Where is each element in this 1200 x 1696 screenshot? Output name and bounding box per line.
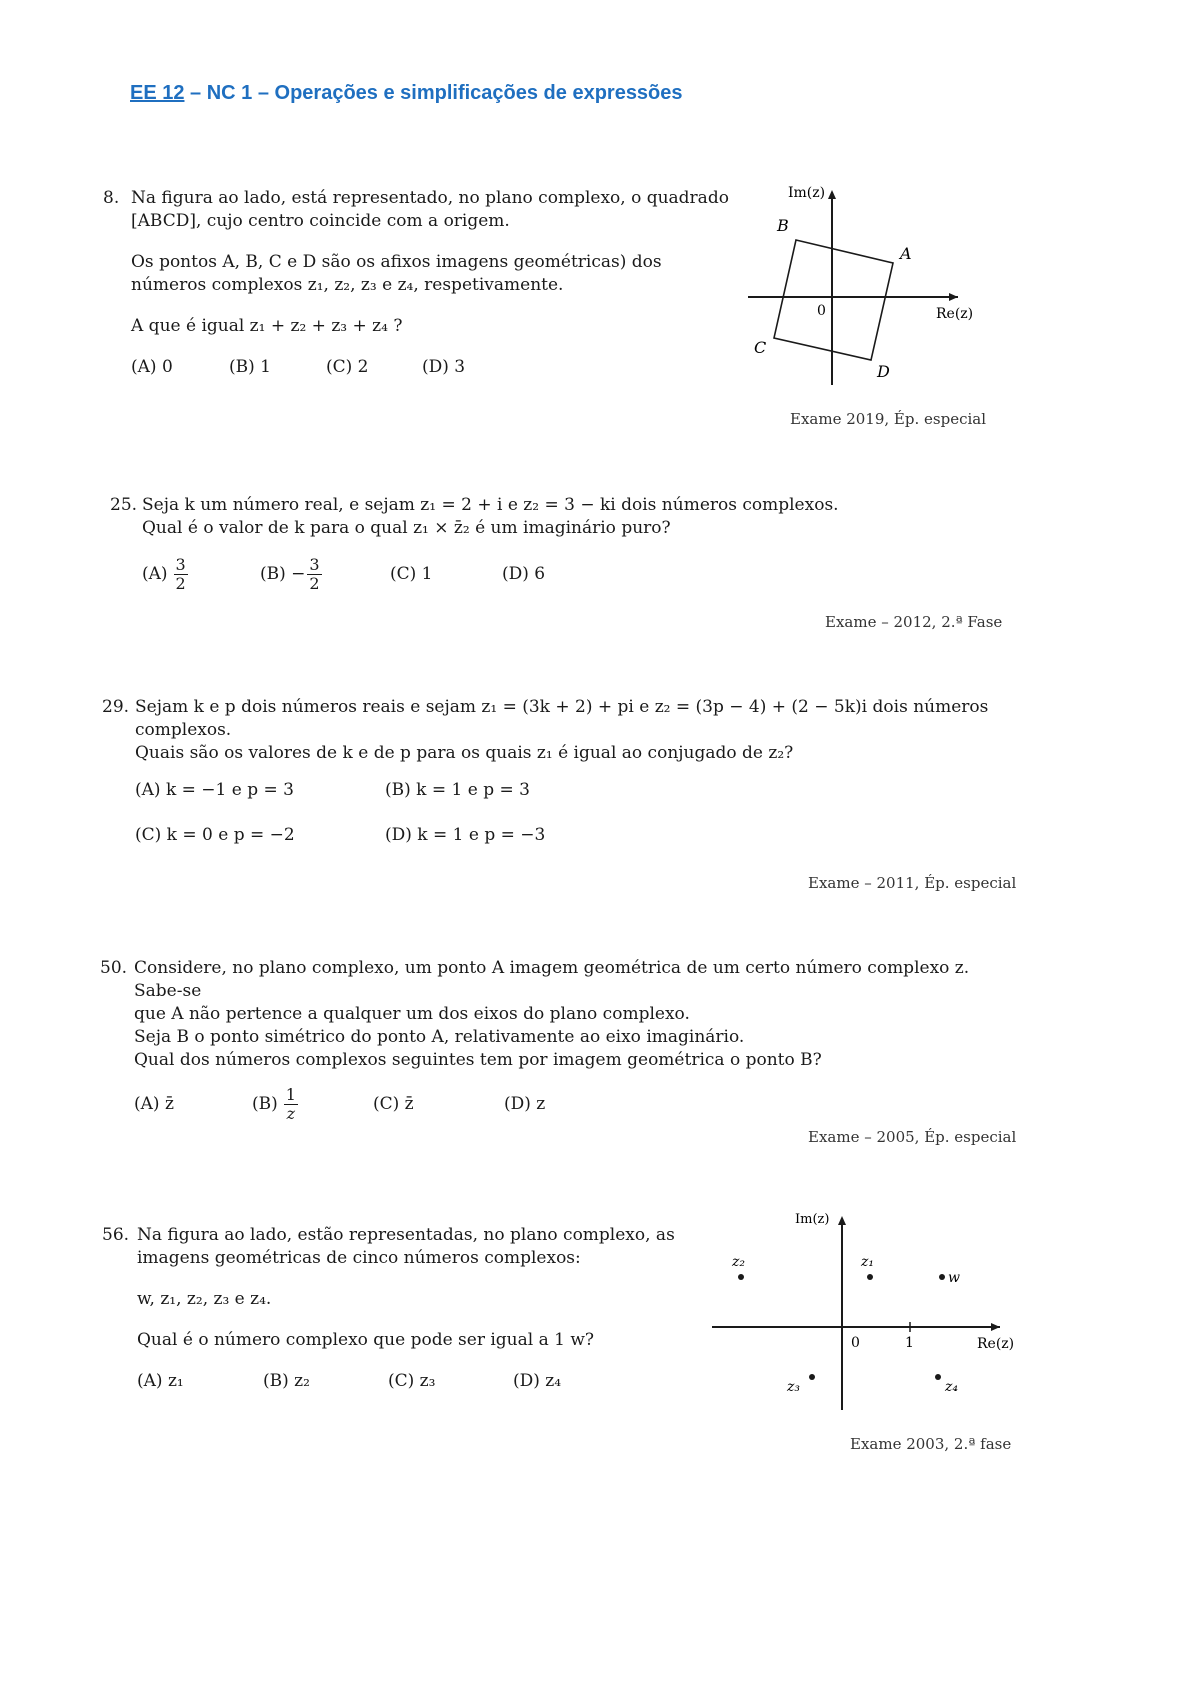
arrow-right-icon [991,1323,1000,1331]
question-text: Quais são os valores de k e de p para os quais z₁ é igual ao conjugado de z₂? [135,743,794,763]
im-axis-label: Im(z) [795,1212,830,1227]
question-text: Considere, no plano complexo, um ponto A imagem geométrica de um certo número complexo z. Sabe-se [134,958,970,1001]
question-text: Qual dos números complexos seguintes tem por imagem geométrica o ponto B? [134,1050,822,1070]
exam-source: Exame – 2005, Ép. especial [808,1128,1017,1146]
denominator: z [286,1104,296,1123]
option-b[interactable] [252,1086,373,1123]
option-b[interactable]: (B) 1 [229,357,271,377]
option-d[interactable]: (D) z [504,1094,546,1114]
question-50 [100,957,1020,1123]
option-c[interactable]: (C) z₃ [388,1371,436,1391]
fraction [284,1086,298,1123]
point-label-z3: z₃ [787,1379,800,1395]
question-56 [102,1224,702,1393]
exam-source: Exame 2003, 2.ª fase [850,1435,1012,1453]
point-w [939,1274,945,1280]
arrow-right-icon [949,293,958,301]
answer-options [137,1370,702,1393]
numerator: 1 [285,1085,296,1104]
question-29 [102,696,1012,847]
point-label-z1: z₁ [861,1254,874,1270]
spacer [135,765,1012,779]
spacer [131,338,733,356]
question-text: [ABCD], cujo centro coincide com a origem. [131,211,510,231]
question-text: Qual é o valor de k para o qual z₁ × z̄₂ é um imaginário puro? [142,518,671,538]
point-label-d: D [877,362,890,381]
unit-label: 1 [905,1335,914,1351]
origin-label: 0 [851,1335,860,1351]
answer-options [135,779,1012,802]
question-8 [103,187,733,379]
option-d[interactable]: (D) 3 [422,357,466,377]
option-d[interactable]: (D) z₄ [513,1371,562,1391]
question-text: w, z₁, z₂, z₃ e z₄. [137,1289,272,1309]
question-text: números complexos z₁, z₂, z₃ e z₄, respetivamente. [131,275,564,295]
square-abcd [774,240,893,360]
page-title [130,82,683,105]
option-d[interactable]: (D) k = 1 e p = −3 [385,825,546,845]
point-label-a: A [900,244,912,263]
im-axis-label: Im(z) [788,185,826,201]
complex-plane-square-figure [740,185,985,395]
answer-options [142,556,990,593]
page-title-link[interactable]: EE 12 [130,82,185,104]
option-c[interactable]: (C) 1 [390,564,433,584]
answer-options [135,824,1012,847]
point-label-w: w [948,1270,960,1286]
point-z3 [809,1374,815,1380]
option-b[interactable] [260,556,390,593]
point-z4 [935,1374,941,1380]
question-prompt: Qual é o número complexo que pode ser igual a 1 w? [137,1330,595,1350]
option-d[interactable]: (D) 6 [502,564,546,584]
exam-source: Exame – 2012, 2.ª Fase [825,613,1003,631]
fraction [174,556,188,593]
complex-plane-points-figure [705,1205,1020,1415]
question-number: 8. [103,188,120,208]
spacer [134,1072,1020,1086]
question-text: imagens geométricas de cinco números complexos: [137,1248,581,1268]
question-text: Na figura ao lado, estão representadas, no plano complexo, as [137,1225,675,1245]
point-label-z2: z₂ [732,1254,745,1270]
option-c[interactable]: (C) z̄ [373,1094,414,1114]
question-text: Seja B o ponto simétrico do ponto A, relativamente ao eixo imaginário. [134,1027,745,1047]
point-z2 [738,1274,744,1280]
fraction [307,556,321,593]
arrow-up-icon [838,1216,846,1225]
point-label-z4: z₄ [945,1379,958,1395]
question-text: Sejam k e p dois números reais e sejam z₁ = (3k + 2) + pi e z₂ = (3p − 4) + (2 − 5k)i dois números [135,697,989,717]
exam-source: Exame – 2011, Ép. especial [808,874,1017,892]
question-25 [110,494,990,593]
answer-options [131,356,733,379]
spacer [135,802,1012,824]
question-text: Seja k um número real, e sejam z₁ = 2 + i e z₂ = 3 − ki dois números complexos. [142,495,839,515]
origin-label: 0 [817,303,826,319]
option-label: (B) − [260,564,306,584]
question-number: 29. [102,697,130,717]
spacer [142,540,990,556]
numerator: 3 [175,555,186,574]
point-z1 [867,1274,873,1280]
spacer [137,1270,702,1288]
question-text: que A não pertence a qualquer um dos eixos do plano complexo. [134,1004,690,1024]
option-b[interactable]: (B) z₂ [263,1371,310,1391]
option-label: (B) [252,1094,278,1114]
option-a[interactable] [142,556,260,593]
re-axis-label: Re(z) [977,1336,1015,1352]
option-a[interactable]: (A) z̄ [134,1094,174,1114]
point-label-b: B [777,216,789,235]
numerator: 3 [309,555,320,574]
spacer [131,297,733,315]
question-text: Os pontos A, B, C e D são os afixos imagens geométricas) dos [131,252,662,272]
denominator: 2 [309,574,320,593]
option-b[interactable]: (B) k = 1 e p = 3 [385,780,530,800]
re-axis-label: Re(z) [936,306,974,322]
option-label: (A) [142,564,168,584]
denominator: 2 [175,574,186,593]
option-a[interactable]: (A) z₁ [137,1371,184,1391]
question-number: 25. [110,495,138,515]
question-number: 50. [100,958,128,978]
question-prompt: A que é igual z₁ + z₂ + z₃ + z₄ ? [131,316,403,336]
spacer [137,1311,702,1329]
option-c[interactable]: (C) k = 0 e p = −2 [135,825,295,845]
option-a[interactable]: (A) k = −1 e p = 3 [135,780,294,800]
question-number: 56. [102,1225,130,1245]
exam-source: Exame 2019, Ép. especial [790,410,987,428]
spacer [131,233,733,251]
question-text: complexos. [135,720,232,740]
option-c[interactable]: (C) 2 [326,357,369,377]
point-label-c: C [754,338,767,357]
spacer [137,1352,702,1370]
question-text: Na figura ao lado, está representado, no plano complexo, o quadrado [131,188,729,208]
option-a[interactable]: (A) 0 [131,357,173,377]
page-title-text: – NC 1 – Operações e simplificações de expressões [184,82,683,104]
answer-options [134,1086,1020,1123]
arrow-up-icon [828,190,836,199]
